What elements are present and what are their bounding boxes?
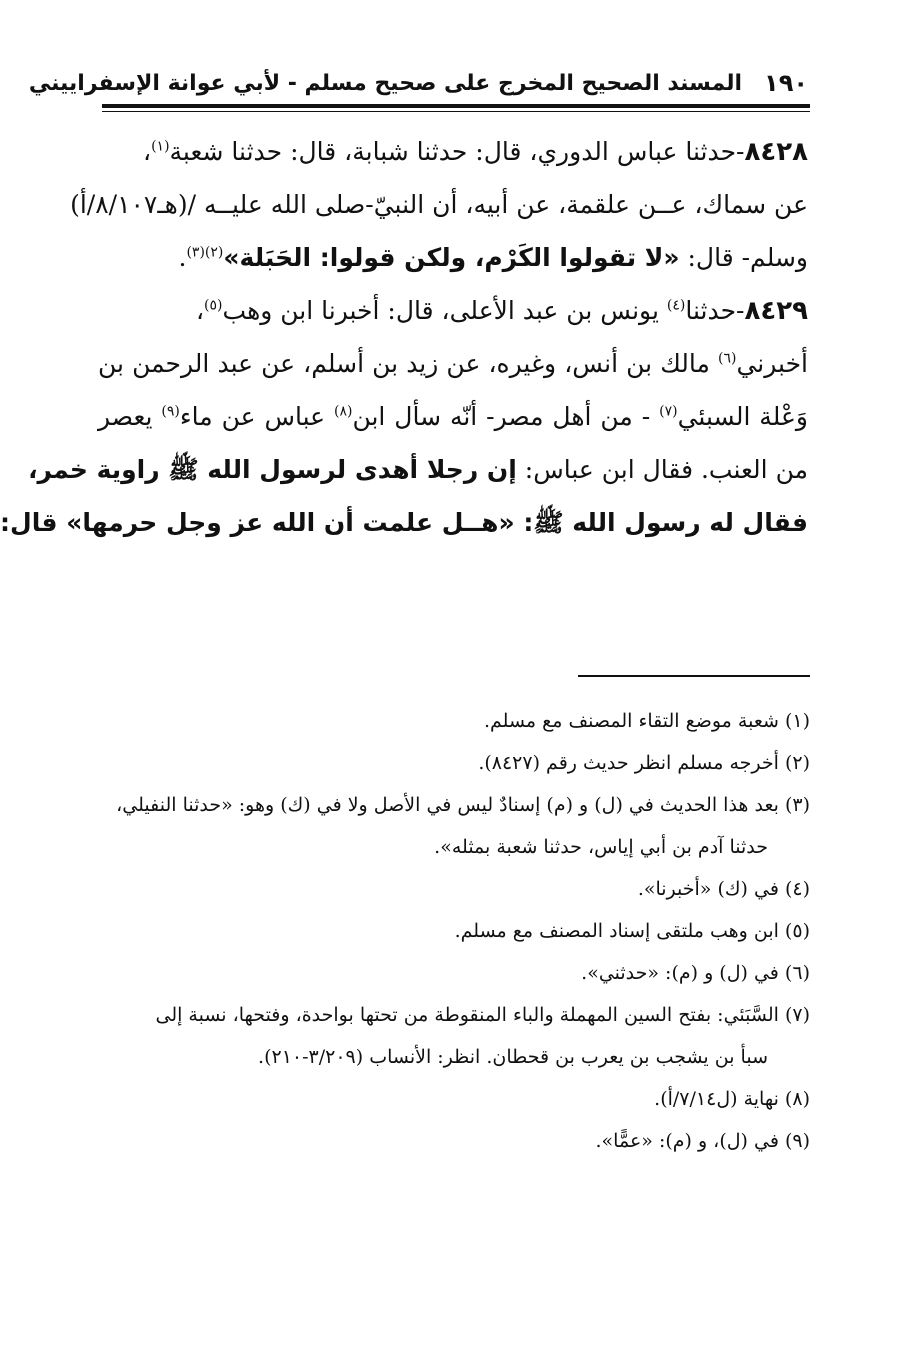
header-rule-thin bbox=[102, 111, 810, 112]
footnote-2: (٢) أخرجه مسلم انظر حديث رقم (٨٤٢٧). bbox=[478, 752, 810, 774]
hadith-number: ٨٤٢٩ bbox=[744, 296, 808, 326]
hadith-8429-line-4: من العنب. فقال ابن عباس: إن رجلا أهدى لرسول الله ﷺ راوية خمر، bbox=[28, 455, 808, 484]
header-rule-thick bbox=[102, 104, 810, 108]
footnote-ref: (٦) bbox=[717, 350, 737, 367]
hadith-8428-line-1: ٨٤٢٨-حدثنا عباس الدوري، قال: حدثنا شبابة، قال: حدثنا شعبة$^{(١)}$، bbox=[142, 137, 808, 167]
footnote-7: (٧) السَّبَئي: بفتح السين المهملة والباء المنقوطة من تحتها بواحدة، وفتحها، نسبة إلى bbox=[155, 1004, 810, 1026]
prophetic-saying: «هــل علمت أن الله عز وجل حرمها» bbox=[66, 508, 515, 537]
hadith-8429-line-5: فقال له رسول الله ﷺ: «هــل علمت أن الله عز وجل حرمها» قال: bbox=[0, 508, 808, 537]
main-text bbox=[0, 125, 808, 549]
footnote-ref: (٤) bbox=[666, 297, 686, 314]
prophetic-saying: «لا تقولوا الكَرْم، ولكن قولوا: الحَبَلة» bbox=[223, 243, 680, 272]
footnote-8: (٨) نهاية (ل٧/١٤/أ). bbox=[654, 1088, 810, 1110]
page-header bbox=[28, 66, 808, 100]
prophetic-narration: إن رجلا أهدى لرسول الله ﷺ راوية خمر، bbox=[28, 455, 517, 484]
hadith-8428-line-3: وسلم- قال: «لا تقولوا الكَرْم، ولكن قولوا: الحَبَلة»$^{(٢)(٣)}$. bbox=[178, 243, 808, 272]
hadith-8428-line-2: عن سماك، عــن علقمة، عن أبيه، أن النبيّ-صلى الله عليــه /(هـ٨/١٠٧/أ) bbox=[70, 190, 808, 219]
footnote-ref: (٨) bbox=[333, 403, 353, 420]
hadith-8429-line-1: ٨٤٢٩-حدثنا$^{(٤)}$ يونس بن عبد الأعلى، قال: أخبرنا ابن وهب$^{(٥)}$، bbox=[195, 296, 808, 326]
footnote-ref: (٩) bbox=[161, 403, 180, 420]
running-title: المسند الصحيح المخرج على صحيح مسلم - لأبي عوانة الإسفراييني bbox=[28, 70, 743, 96]
footnote-4: (٤) في (ك) «أخبرنا». bbox=[637, 878, 810, 900]
footnote-1: (١) شعبة موضع التقاء المصنف مع مسلم. bbox=[484, 710, 810, 732]
hadith-8429-line-3: وَعْلة السبئي$^{(٧)}$ - من أهل مصر- أنّه سأل ابن$^{(٨)}$ عباس عن ماء$^{(٩)}$ يعصر bbox=[98, 402, 808, 431]
footnote-7-continuation: سبأ بن يشجب بن يعرب بن قحطان. انظر: الأنساب (٣/٢٠٩-٢١٠). bbox=[258, 1046, 768, 1068]
footnote-5: (٥) ابن وهب ملتقى إسناد المصنف مع مسلم. bbox=[454, 920, 810, 942]
footnote-3: (٣) بعد هذا الحديث في (ل) و (م) إسنادٌ ليس في الأصل ولا في (ك) وهو: «حدثنا النفيلي، bbox=[116, 794, 810, 816]
footnote-ref: (١) bbox=[151, 138, 170, 155]
footnote-separator bbox=[578, 675, 810, 677]
footnote-9: (٩) في (ل)، و (م): «عمًّا». bbox=[595, 1130, 810, 1152]
footnote-ref: (٥) bbox=[204, 297, 223, 314]
footnote-ref: (٧) bbox=[659, 403, 678, 420]
page-number: ١٩٠ bbox=[764, 69, 808, 97]
footnotes bbox=[98, 700, 810, 1162]
footnote-ref: (٢)(٣) bbox=[186, 244, 224, 261]
footnote-3-continuation: حدثنا آدم بن أبي إياس، حدثنا شعبة بمثله». bbox=[434, 836, 768, 858]
hadith-number: ٨٤٢٨ bbox=[744, 137, 808, 167]
footnote-6: (٦) في (ل) و (م): «حدثني». bbox=[581, 962, 810, 984]
hadith-8429-line-2: أخبرني$^{(٦)}$ مالك بن أنس، وغيره، عن زيد بن أسلم، عن عبد الرحمن بن bbox=[98, 349, 808, 378]
